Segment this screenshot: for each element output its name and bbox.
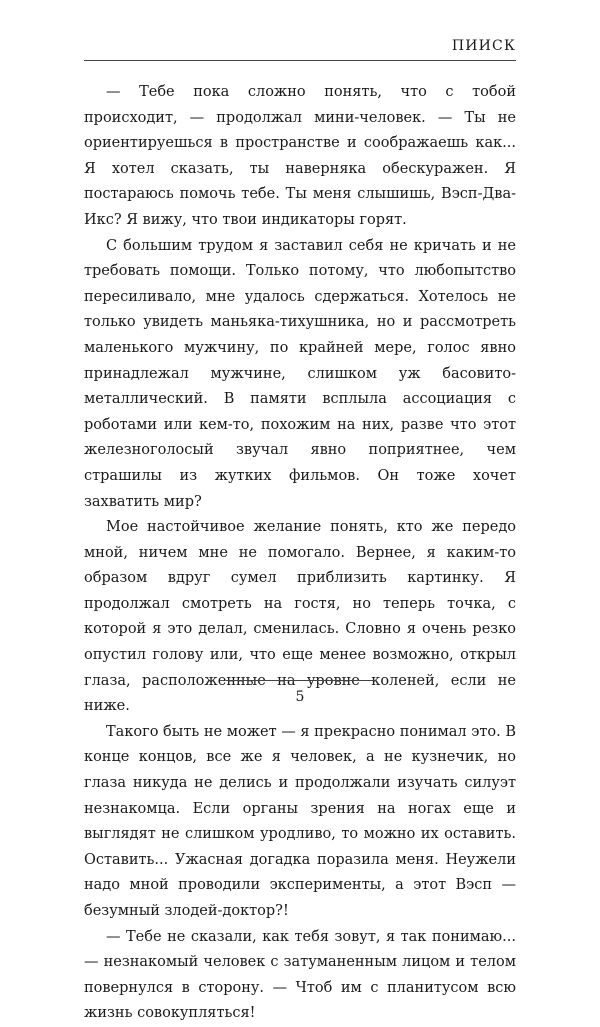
- paragraph: — Тебе не сказали, как тебя зовут, я так понимаю... — незнакомый человек с затуманенным лицом и телом повернулся в сторону. — Чтоб им с планитусом всю жизнь совокупляться!: [84, 928, 516, 1022]
- footer-rule: [226, 680, 376, 681]
- running-head: ПИИСК: [451, 38, 516, 54]
- body-text: [84, 80, 516, 1027]
- paragraph: — Тебе пока сложно понять, что с тобой происходит, — продолжал мини-человек. — Ты не ориентируешься в пространстве и соображаешь как... Я хотел сказать, ты наверняка обескуражен. Я постараюсь помочь тебе. Ты меня слышишь, Вэсп-Два-Икс? Я вижу, что твои индикаторы горят.: [84, 84, 516, 228]
- paragraph: Мое настойчивое желание понять, кто же передо мной, ничем мне не помогало. Вернее, я каким-то образом вдруг сумел приблизить картинку. Я продолжал смотреть на гостя, но теперь точка, с которой я это делал, сменилась. Словно я очень резко опустил голову или, что еще менее возможно, открыл глаза, расположенные на уровне коленей, если не ниже.: [84, 519, 516, 715]
- page-number: 5: [295, 689, 305, 705]
- paragraph: С большим трудом я заставил себя не кричать и не требовать помощи. Только потому, что любопытство пересиливало, мне удалось сдержаться. Хотелось не только увидеть маньяка-тихушника, но и рассмотреть маленького мужчину, по крайней мере, голос явно принадлежал мужчине, слишком уж басовито-металлический. В памяти всплыла ассоциация с роботами или кем-то, похожим на них, разве что этот железноголосый звучал явно поприятнее, чем страшилы из жутких фильмов. Он тоже хочет захватить мир?: [84, 237, 516, 510]
- paragraph: Такого быть не может — я прекрасно понимал это. В конце концов, все же я человек, а не кузнечик, но глаза никуда не делись и продолжали изучать силуэт незнакомца. Если органы зрения на ногах еще и выглядят не слишком уродливо, то можно их оставить. Оставить... Ужасная догадка поразила меня. Неужели надо мной проводили эксперименты, а этот Вэсп — безумный злодей-доктор?!: [84, 723, 516, 919]
- header-rule: [84, 60, 516, 61]
